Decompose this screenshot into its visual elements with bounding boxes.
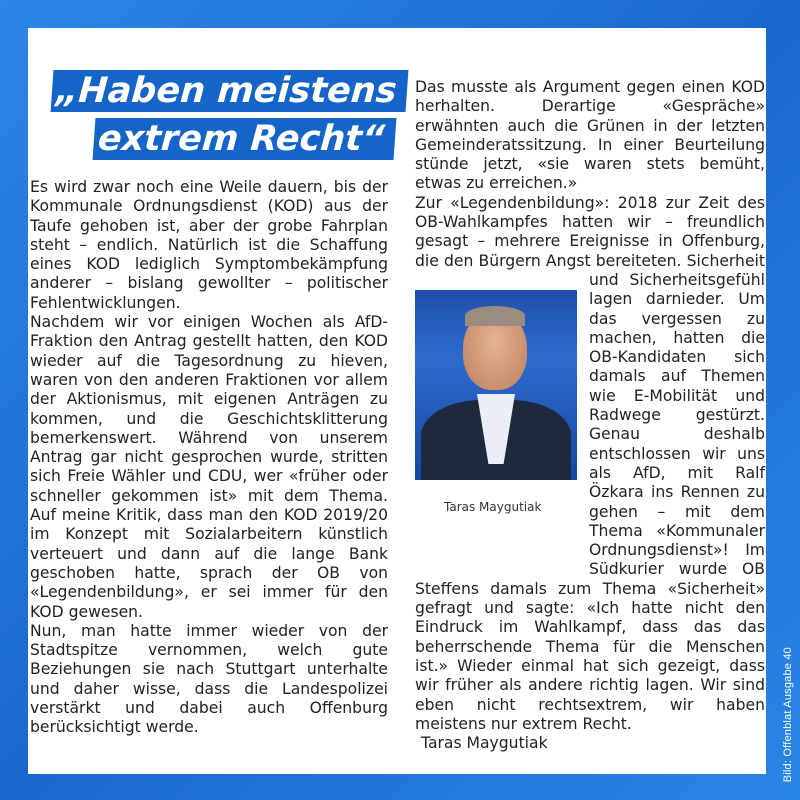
paragraph-text: Zur «Legendenbildung»: 2018 zur Zeit des OB-Wahlkampfes hatten wir – freundlich gesagt – mehrere Ereignisse in Offenburg, die den Bürgern Angst bereiteten. Sicherheit und Sicherheitsgefühl lagen darnieder. Um das vergessen zu machen, hatten die OB-Kandidaten sich damals auf Themen wie E-Mobilität und Radwege gestürzt. Genau deshalb entschlossen wir uns als AfD, mit Ralf Özkara ins Rennen zu gehen – mit dem Thema «Kommunaler Ordnungsdienst»! Im Südkurier wurde OB Steffens damals zum Thema «Sicherheit» gefragt und sagte: «Ich hatte nicht den Eindruck im Wahlkampf, dass das das beherrschende Thema für die Menschen ist.» Wieder einmal hat sich gezeigt, dass wir früher als andere richtig lagen. Wir sind eben nicht rechtsextrem, wir haben meistens nur extrem Recht. [415,193,765,733]
author-photo [415,290,577,480]
headline-line-1: „Haben meistens [51,70,409,112]
paragraph: Es wird zwar noch eine Weile dauern, bis der Kommunale Ordnungsdienst (KOD) aus der Taufe gehoben ist, aber der grobe Fahrplan steht – endlich. Natürlich ist die Schaffung eines KOD lediglich Symptombekämpfung anderer – bislang gewollter – politischer Fehlentwicklungen. [30,178,388,312]
image-credit: Bild: Offenblat Ausgabe 40 [782,646,794,782]
headline [34,40,399,160]
hair-shape [465,306,525,326]
article-left-column [30,178,388,738]
paragraph: Nun, man hatte immer wieder von der Stadtspitze vernommen, welch gute Beziehungen sie nach Stuttgart unterhalte und daher wisse, dass die Landespolizei verstärkt und dabei auch Offenburg berücksichtigt werde. [30,621,388,737]
paragraph: Nachdem wir vor einigen Wochen als AfD-Fraktion den Antrag gestellt hatten, den KOD wieder auf die Tagesordnung zu hieven, waren von den anderen Fraktionen vor allem der Aktionismus, mit eigenen Anträgen zu kommen, und die Geschichtsklitterung bemerkenswert. Während von unserem Antrag gar nicht gesprochen wurde, stritten sich Freie Wähler und CDU, wer «früher oder schneller gekommen ist» mit dem Thema. Auf meine Kritik, dass man den KOD 2019/20 im Konzept mit Sozialarbeitern künstlich verteuert und dann auf die lange Bank geschoben hatte, sprach der OB von «Legendenbildung», er sei immer für den KOD gewesen. [30,313,388,621]
paragraph: Das musste als Argument gegen einen KOD herhalten. Derartige «Gespräche» erwähnten auch die Grünen in der letzten Gemeinderatssitzung. In einer Beurteilung stünde jetzt, «sie waren stets bemüht, etwas zu erreichen.» [415,78,765,193]
headline-line-2: extrem Recht“ [93,118,397,160]
signature: Taras Maygutiak [421,734,548,753]
photo-caption: Taras Maygutiak [444,500,542,514]
